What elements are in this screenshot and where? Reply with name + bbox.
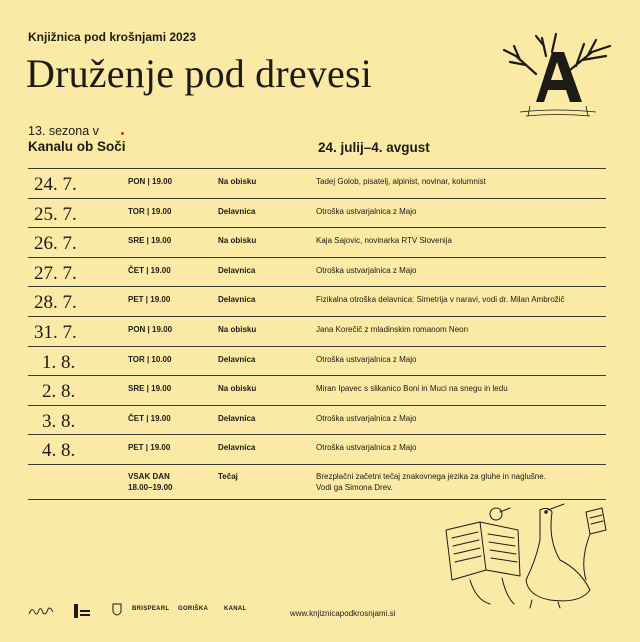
row-description: Otroška ustvarjalnica z Majo [316, 265, 417, 275]
row-time: SRE | 19.00 [128, 236, 172, 246]
row-description: Otroška ustvarjalnica z Majo [316, 206, 417, 216]
row-description: Jana Korečič z mladinskim romanom Neon [316, 324, 469, 334]
row-type: Na obisku [218, 177, 257, 186]
event-supertitle: Knjižnica pod krošnjami 2023 [28, 30, 197, 44]
signature-logo-icon [28, 604, 54, 618]
row-date: 28. 7. [34, 292, 77, 314]
row-time: ČET | 19.00 [128, 413, 171, 423]
schedule-row [28, 346, 606, 376]
daily-description [316, 471, 546, 493]
row-date: 3. 8. [42, 410, 76, 432]
daily-type: Tečaj [218, 471, 238, 481]
date-range: 24. julij–4. avgust [318, 140, 430, 155]
row-time: PET | 19.00 [128, 295, 171, 305]
row-description: Kaja Sajovic, novinarka RTV Slovenija [316, 236, 452, 246]
daily-time-label: VSAK DAN [128, 471, 170, 481]
reading-birds-illustration-icon [440, 500, 610, 610]
daily-time-range: 18.00–19.00 [128, 482, 173, 492]
row-description: Miran Ipavec s slikanico Boni in Muci na snegu in ledu [316, 384, 508, 394]
row-time: TOR | 10.00 [128, 354, 172, 364]
location-label: Kanalu ob Soči [28, 139, 126, 154]
row-type: Na obisku [218, 236, 257, 246]
row-date: 25. 7. [34, 203, 77, 225]
daily-description-line: Brezplačni začetni tečaj znakovnega jezika za gluhe in naglušne. [316, 471, 546, 481]
row-description: Otroška ustvarjalnica z Majo [316, 354, 417, 364]
row-time: PON | 19.00 [128, 324, 173, 334]
library-logo-icon [72, 602, 92, 620]
row-date: 4. 8. [42, 440, 76, 462]
season-label: 13. sezona v [28, 124, 99, 138]
row-date: 31. 7. [34, 321, 77, 343]
row-time: SRE | 19.00 [128, 384, 172, 394]
sponsor-kanal: KANAL [224, 606, 247, 612]
schedule-row [28, 198, 606, 228]
row-date: 24. 7. [34, 174, 77, 195]
row-type: Delavnica [218, 443, 256, 453]
sponsor-goriska: GORIŠKA [178, 606, 209, 612]
row-date: 2. 8. [42, 381, 76, 403]
row-date: 26. 7. [34, 233, 77, 255]
schedule-row [28, 257, 606, 287]
row-description: Otroška ustvarjalnica z Majo [316, 413, 417, 423]
row-type: Delavnica [218, 413, 256, 423]
schedule-row [28, 168, 606, 198]
row-date: 1. 8. [42, 351, 76, 373]
row-time: PET | 19.00 [128, 443, 171, 453]
row-description: Fizikalna otroška delavnica: Simetrija v naravi, vodi dr. Milan Ambrožič [316, 295, 565, 305]
daily-description-line: Vodi ga Simona Drev. [316, 482, 393, 492]
footer [28, 602, 608, 622]
row-time: PON | 19.00 [128, 177, 173, 186]
row-description: Tadej Golob, pisatelj, alpinist, novinar, kolumnist [316, 177, 486, 186]
daily-time [128, 471, 173, 493]
sponsor-brispearl: BRISPEARL [132, 606, 170, 612]
row-type: Delavnica [218, 354, 256, 364]
row-description: Otroška ustvarjalnica z Majo [316, 443, 417, 453]
schedule-row [28, 316, 606, 346]
row-time: TOR | 19.00 [128, 206, 172, 216]
row-type: Delavnica [218, 265, 256, 275]
row-type: Delavnica [218, 206, 256, 216]
schedule-row [28, 286, 606, 316]
schedule-row [28, 405, 606, 435]
website-link[interactable]: www.knjiznicapodkrosnjami.si [290, 609, 396, 618]
row-time: ČET | 19.00 [128, 265, 171, 275]
schedule-table [28, 168, 606, 500]
schedule-row [28, 375, 606, 405]
tree-letter-a-logo-icon [496, 26, 614, 122]
row-type: Na obisku [218, 324, 257, 334]
schedule-row [28, 434, 606, 464]
schedule-row [28, 227, 606, 257]
schedule-row-daily [28, 464, 606, 500]
row-type: Delavnica [218, 295, 256, 305]
crest-logo-icon [112, 602, 122, 620]
row-date: 27. 7. [34, 262, 77, 284]
red-dot-mark [121, 132, 124, 135]
page-title: Druženje pod drevesi [26, 51, 373, 96]
row-type: Na obisku [218, 384, 257, 394]
